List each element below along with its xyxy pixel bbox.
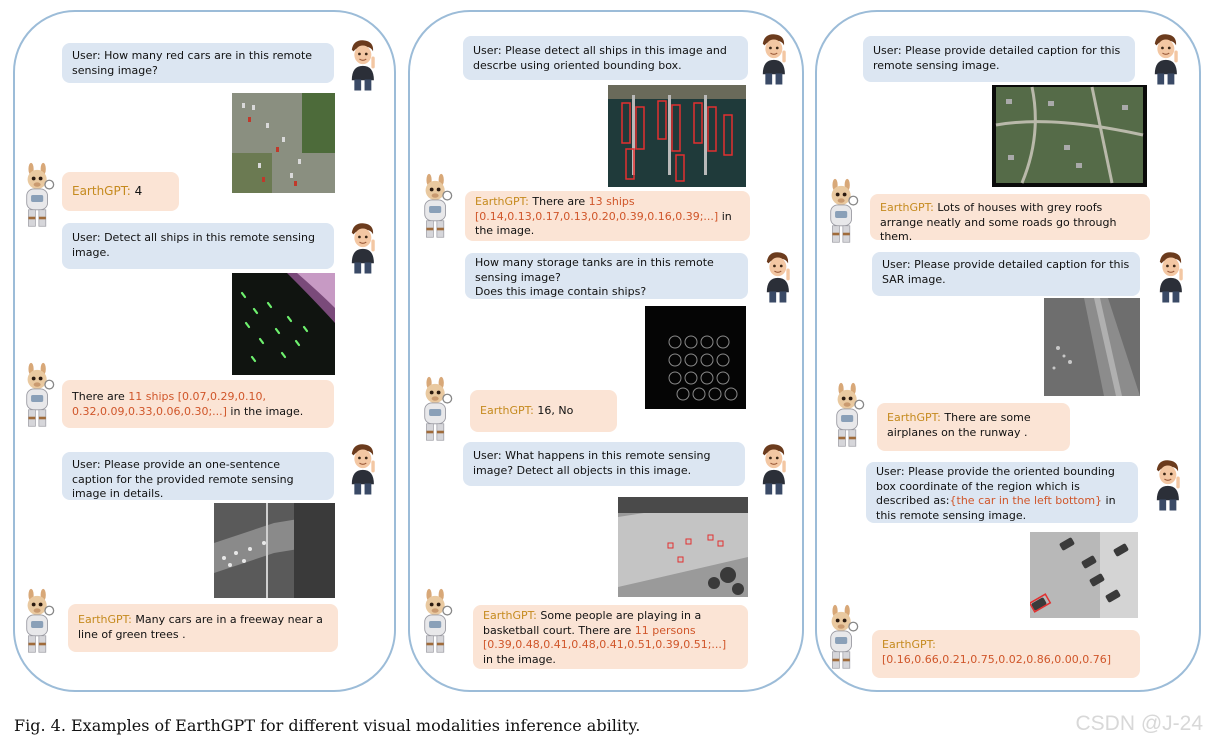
user-question-red-cars: User: How many red cars are in this remote sensing image?	[62, 43, 334, 83]
user-question-detailed-caption: User: Please provide detailed caption for this remote sensing image.	[863, 36, 1135, 82]
earthgpt-label: EarthGPT:	[78, 613, 132, 626]
earthgpt-avatar-icon	[822, 178, 862, 244]
earthgpt-avatar-icon	[828, 382, 868, 448]
image-residential-aerial	[992, 85, 1147, 187]
image-freeway-night	[214, 503, 335, 598]
image-storage-tanks-dark	[645, 306, 746, 409]
image-sar-runway	[1044, 298, 1140, 396]
answer-text: Some people are playing in a basketball court. There are	[483, 609, 702, 637]
image-basketball-court-infrared	[618, 497, 748, 597]
user-question-sar-caption: User: Please provide detailed caption for this SAR image.	[872, 252, 1140, 296]
answer-text: There are	[528, 195, 589, 208]
user-question-storage-tanks: How many storage tanks are in this remote sensing image? Does this image contain ships?	[465, 253, 748, 299]
earthgpt-answer-red-cars	[62, 172, 179, 211]
user-avatar-icon	[1153, 244, 1187, 310]
answer-suffix: in the image.	[226, 404, 304, 418]
image-ships-dark	[232, 273, 335, 375]
question-highlight: {the car in the left bottom}	[949, 494, 1103, 507]
question-prefix: User: Please provide the oriented bounding box coordinate of the region which is described as:	[876, 465, 1115, 507]
earthgpt-label: EarthGPT:	[480, 404, 534, 417]
question-suffix: in this remote sensing image.	[876, 494, 1116, 522]
earthgpt-label: EarthGPT:	[483, 609, 537, 622]
earthgpt-answer-sar	[877, 403, 1070, 451]
image-parking-lot	[232, 93, 335, 193]
earthgpt-answer-oriented-ships	[465, 191, 750, 241]
user-avatar-icon	[345, 32, 379, 98]
user-question-what-happens: User: What happens in this remote sensing image? Detect all objects in this image.	[463, 442, 745, 486]
user-question-caption: User: Please provide an one-sentence caption for the provided remote sensing image in details.	[62, 452, 334, 500]
earthgpt-answer-ships	[62, 380, 334, 428]
image-thermal-cars	[1030, 532, 1138, 618]
user-avatar-icon	[756, 436, 790, 502]
user-question-detect-ships: User: Detect all ships in this remote sensing image.	[62, 223, 334, 269]
answer-suffix: in the image.	[475, 209, 732, 237]
earthgpt-answer-storage-tanks	[470, 390, 617, 432]
earthgpt-label: EarthGPT:	[475, 195, 529, 208]
earthgpt-avatar-icon	[18, 162, 58, 228]
user-avatar-icon	[760, 244, 794, 310]
image-harbor-ships	[608, 85, 746, 187]
user-avatar-icon	[1148, 26, 1182, 92]
answer-highlight: 11 ships [0.07,0.29,0.10, 0.32,0.09,0.33,0.06,0.30;...]	[72, 390, 267, 418]
user-avatar-icon	[1150, 452, 1184, 518]
user-avatar-icon	[345, 215, 379, 281]
answer-text: Many cars are in a freeway near a line of green trees .	[78, 613, 323, 641]
earthgpt-avatar-icon	[18, 588, 58, 654]
earthgpt-avatar-icon	[18, 362, 58, 428]
answer-text: 16, No	[533, 404, 574, 417]
user-question-oriented-ships: User: Please detect all ships in this image and descrbe using oriented bounding box.	[463, 36, 748, 80]
earthgpt-label: EarthGPT:	[880, 201, 934, 214]
earthgpt-avatar-icon	[822, 604, 862, 670]
answer-text: Lots of houses with grey roofs arrange neatly and some roads go through them.	[880, 201, 1117, 243]
earthgpt-avatar-icon	[416, 173, 456, 239]
earthgpt-avatar-icon	[416, 376, 456, 442]
earthgpt-answer-oriented-region	[872, 630, 1140, 678]
earthgpt-label: EarthGPT:	[887, 411, 941, 424]
earthgpt-answer-basketball	[473, 605, 748, 669]
answer-text: 4	[130, 184, 143, 198]
watermark: CSDN @J-24	[1075, 712, 1203, 735]
earthgpt-label: EarthGPT:	[882, 638, 936, 651]
answer-suffix: in the image.	[483, 652, 556, 666]
answer-highlight: [0.16,0.66,0.21,0.75,0.02,0.86,0.00,0.76]	[882, 652, 1111, 666]
user-question-oriented-region	[866, 462, 1138, 523]
figure-caption: Fig. 4. Examples of EarthGPT for different visual modalities inference ability.	[14, 716, 641, 735]
panel-column-1	[13, 10, 396, 692]
earthgpt-answer-residential	[870, 194, 1150, 243]
answer-text: There are some airplanes on the runway .	[887, 411, 1031, 439]
answer-highlight: 11 persons [0.39,0.48,0.41,0.48,0.41,0.51,0.39,0.51;...]	[483, 623, 727, 651]
answer-prefix: There are	[72, 390, 129, 403]
earthgpt-answer-caption	[68, 604, 338, 652]
user-avatar-icon	[345, 436, 379, 502]
answer-highlight: 13 ships [0.14,0.13,0.17,0.13,0.20,0.39,0.16,0.39;...]	[475, 195, 719, 223]
earthgpt-label: EarthGPT:	[72, 184, 131, 198]
user-avatar-icon	[756, 26, 790, 92]
earthgpt-avatar-icon	[416, 588, 456, 654]
